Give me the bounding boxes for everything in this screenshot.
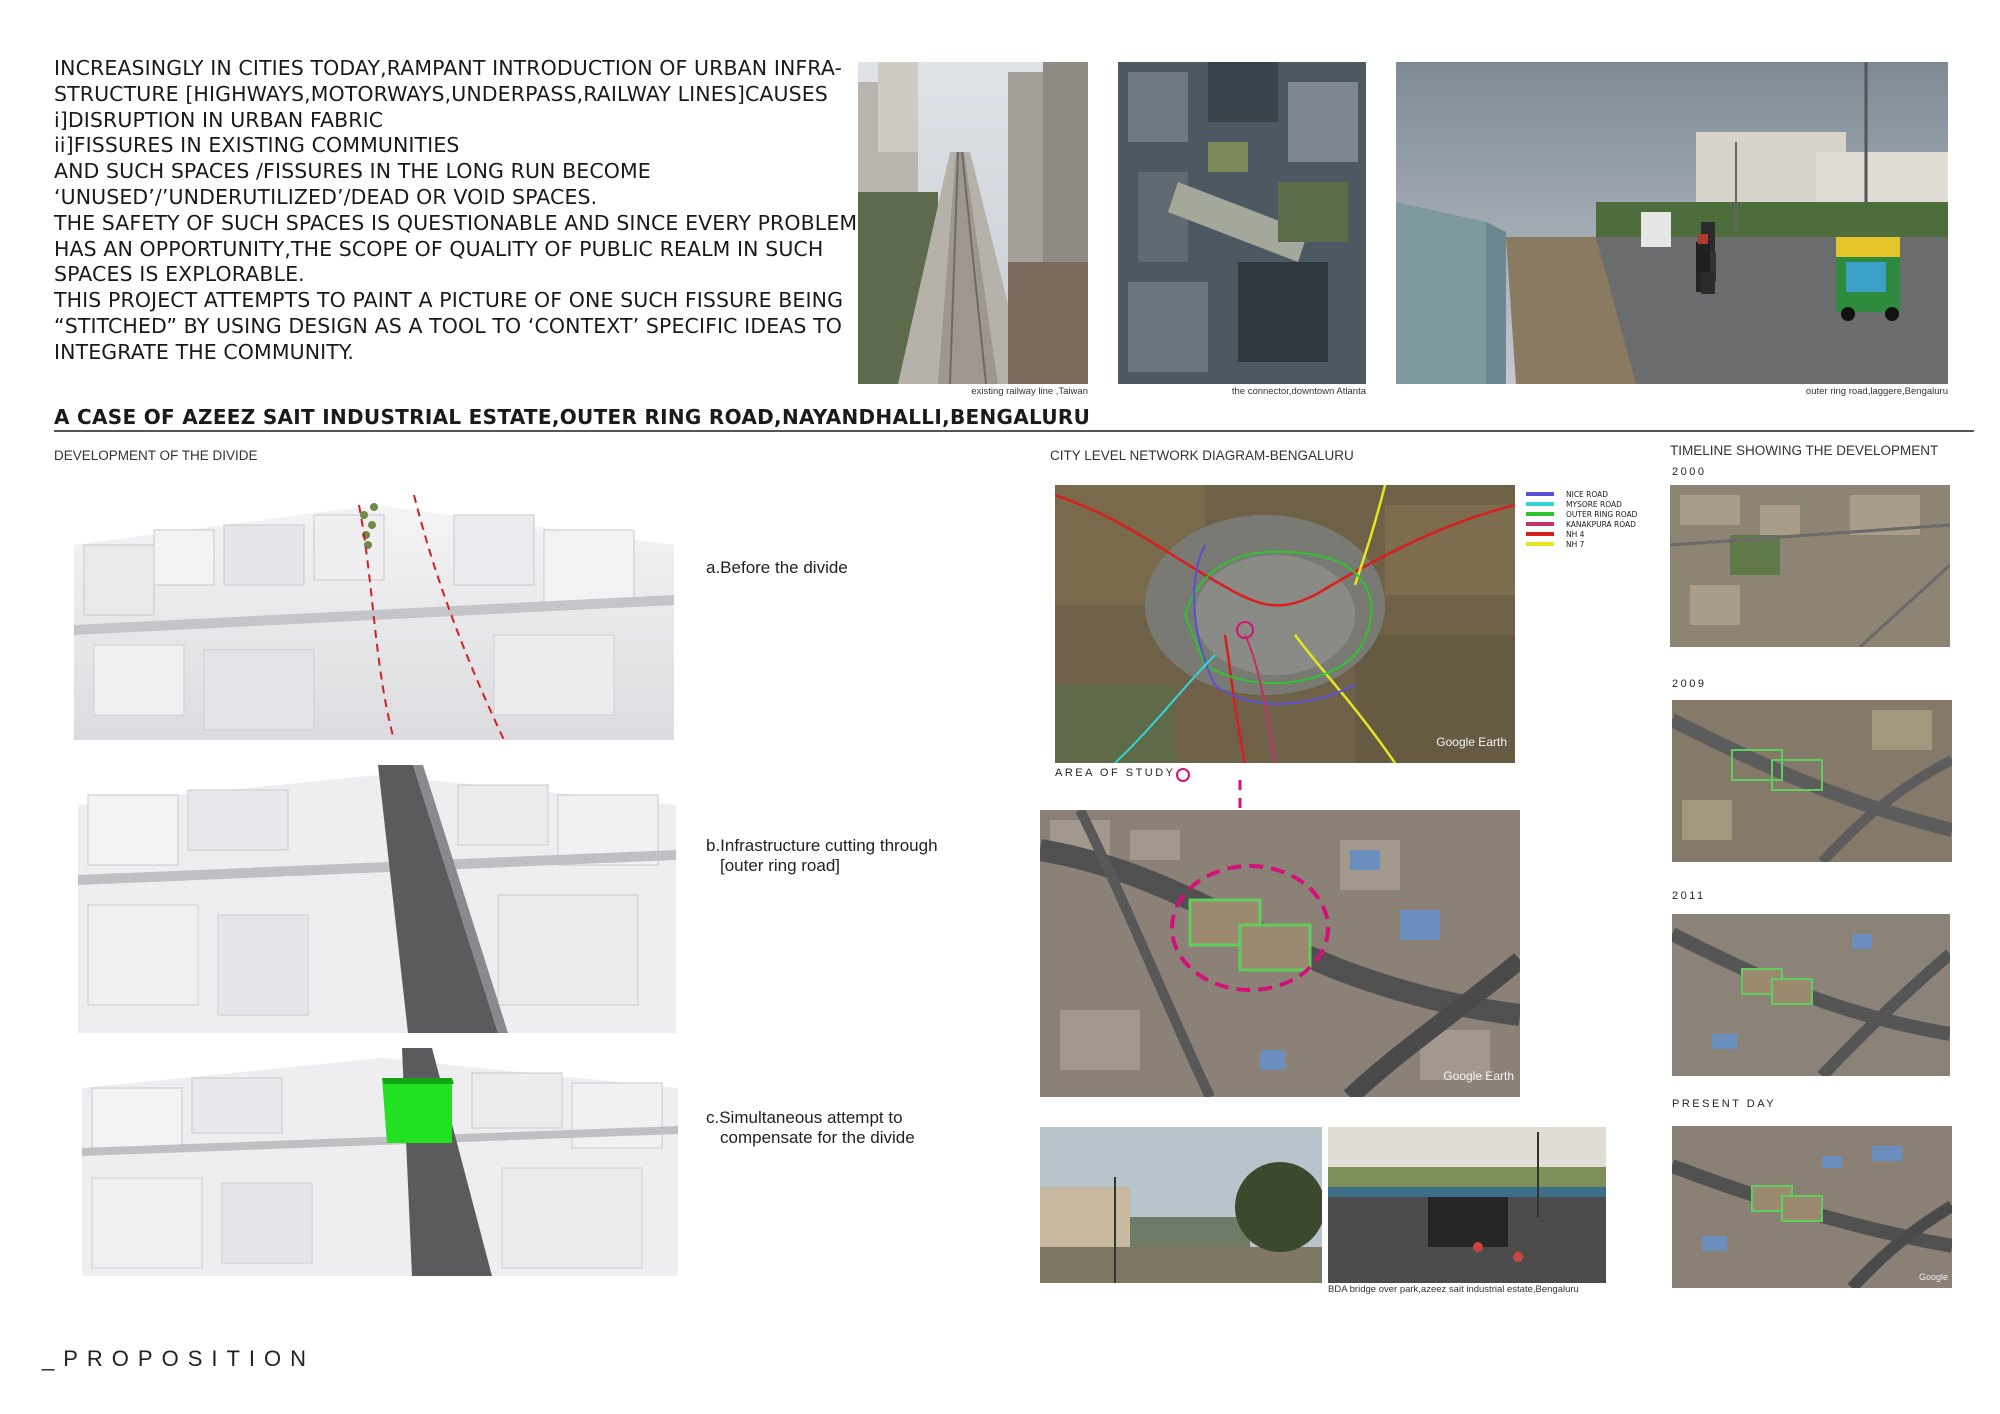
legend-swatch — [1526, 502, 1554, 506]
timeline-year-label: PRESENT DAY — [1672, 1098, 1777, 1110]
timeline-year-label: 2011 — [1672, 890, 1706, 902]
area-of-study-label: AREA OF STUDY — [1055, 767, 1176, 779]
legend-item-mysore-road — [1526, 499, 1637, 509]
stage-label-line: compensate for the divide — [720, 1128, 915, 1147]
legend-label: NH 7 — [1566, 539, 1585, 549]
stage-label-line: c.Simultaneous attempt to — [706, 1108, 903, 1127]
intro-line: “STITCHED” BY USING DESIGN AS A TOOL TO ‘CONTEXT’ SPECIFIC IDEAS TO — [54, 313, 842, 338]
network-map — [1055, 485, 1515, 763]
intro-line: THIS PROJECT ATTEMPTS TO PAINT A PICTURE OF ONE SUCH FISSURE BEING — [54, 288, 844, 313]
timeline-year-label: 2000 — [1672, 466, 1707, 478]
intro-line: SPACES IS EXPLORABLE. — [54, 262, 305, 287]
legend-label: MYSORE ROAD — [1566, 499, 1622, 509]
intro-line: STRUCTURE [HIGHWAYS,MOTORWAYS,UNDERPASS,RAILWAY LINES]CAUSES — [54, 81, 828, 106]
network-heading: CITY LEVEL NETWORK DIAGRAM-BENGALURU — [1050, 448, 1354, 463]
intro-line: INTEGRATE THE COMMUNITY. — [54, 339, 355, 364]
google-watermark: Google — [1918, 1272, 1948, 1282]
model-compensate-divide — [82, 1048, 678, 1276]
legend-label: OUTER RING ROAD — [1566, 509, 1638, 519]
stage-label-line: [outer ring road] — [720, 856, 841, 875]
intro-line: ii]FISSURES IN EXISTING COMMUNITIES — [54, 133, 460, 158]
timeline-image-2000 — [1670, 485, 1950, 647]
photo-connector-atlanta — [1118, 62, 1366, 384]
proposition-footer: _PROPOSITION — [42, 1346, 316, 1371]
photo-outer-ring-road — [1396, 62, 1948, 384]
legend-item-outer-ring-road — [1526, 509, 1637, 519]
timeline-heading: TIMELINE SHOWING THE DEVELOPMENT — [1670, 443, 1939, 458]
site-photo-bda-bridge — [1328, 1127, 1606, 1283]
site-photo-left — [1040, 1127, 1322, 1283]
site-aerial-map — [1040, 810, 1520, 1097]
timeline-image-2009 — [1672, 700, 1952, 862]
photo-caption: outer ring road,laggere,Bengaluru — [1805, 386, 1948, 397]
stage-b-label — [706, 836, 938, 876]
legend-swatch — [1526, 512, 1554, 516]
timeline-year-label: 2009 — [1672, 678, 1707, 690]
intro-line: INCREASINGLY IN CITIES TODAY,RAMPANT INTRODUCTION OF URBAN INFRA- — [54, 56, 842, 80]
stage-a-label — [706, 558, 848, 578]
model-before-divide — [74, 485, 674, 740]
intro-paragraph — [54, 56, 858, 366]
intro-line: THE SAFETY OF SUCH SPACES IS QUESTIONABLE AND SINCE EVERY PROBLEM — [54, 210, 858, 235]
stage-label-line: a.Before the divide — [706, 558, 848, 577]
photo-railway-taiwan — [858, 62, 1088, 384]
model-infrastructure-cutting — [78, 765, 676, 1033]
photo-caption: existing railway line ,Taiwan — [971, 386, 1088, 397]
legend-label: KANAKPURA ROAD — [1566, 519, 1636, 529]
legend-item-nh4 — [1526, 529, 1637, 539]
photo-caption: the connector,downtown Atlanta — [1231, 386, 1366, 397]
timeline-image-present — [1672, 1126, 1952, 1288]
stage-label-line: b.Infrastructure cutting through — [706, 836, 938, 855]
legend-label: NH 4 — [1566, 529, 1585, 539]
development-heading: DEVELOPMENT OF THE DIVIDE — [54, 448, 258, 463]
legend-item-kanakpura-road — [1526, 519, 1637, 529]
case-title: A CASE OF AZEEZ SAIT INDUSTRIAL ESTATE,OUTER RING ROAD,NAYANDHALLI,BENGALURU — [54, 405, 1091, 429]
intro-line: i]DISRUPTION IN URBAN FABRIC — [54, 107, 384, 132]
title-divider — [54, 430, 1974, 432]
site-photo-caption: BDA bridge over park,azeez sait industrial estate,Bengaluru — [1328, 1284, 1579, 1295]
google-earth-watermark: Google Earth — [1436, 735, 1507, 749]
network-legend — [1526, 489, 1637, 549]
timeline-image-2011 — [1672, 914, 1950, 1076]
legend-swatch — [1526, 522, 1554, 526]
legend-label: NICE ROAD — [1566, 489, 1609, 499]
google-earth-watermark: Google Earth — [1443, 1069, 1514, 1083]
intro-line: ‘UNUSED’/’UNDERUTILIZED’/DEAD OR VOID SPACES. — [54, 184, 598, 209]
intro-line: HAS AN OPPORTUNITY,THE SCOPE OF QUALITY OF PUBLIC REALM IN SUCH — [54, 236, 824, 261]
intro-line: AND SUCH SPACES /FISSURES IN THE LONG RUN BECOME — [54, 159, 651, 184]
legend-item-nh7 — [1526, 539, 1637, 549]
legend-item-nice-road — [1526, 489, 1637, 499]
legend-swatch — [1526, 532, 1554, 536]
area-of-study-marker — [1176, 768, 1190, 782]
stage-c-label — [706, 1108, 915, 1148]
legend-swatch — [1526, 492, 1554, 496]
legend-swatch — [1526, 542, 1554, 546]
